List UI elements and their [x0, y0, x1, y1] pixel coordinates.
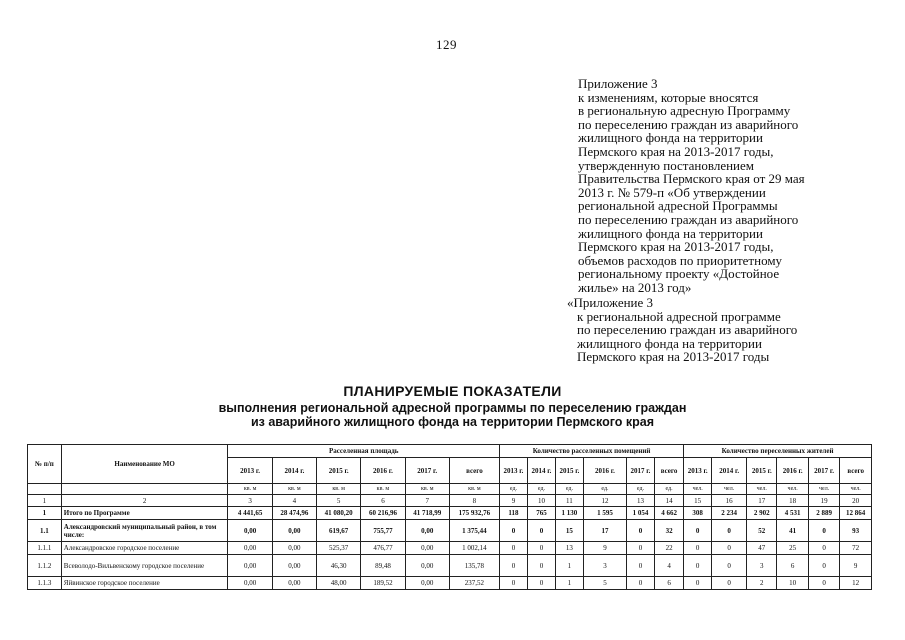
- header-number: № п/п: [28, 445, 62, 484]
- cell-people: 0: [684, 520, 712, 542]
- cell-area: 0,00: [405, 542, 449, 555]
- cell-area: 0,00: [272, 577, 316, 590]
- header-year: всего: [654, 458, 683, 484]
- row-mo-name: Александровское городское поселение: [61, 542, 228, 555]
- row-mo-name: Итого по Программе: [61, 507, 228, 520]
- cell-people: 0: [684, 542, 712, 555]
- column-number: 12: [583, 495, 626, 507]
- column-number: 5: [317, 495, 361, 507]
- cell-area: 46,30: [317, 555, 361, 577]
- cell-people: 0: [808, 542, 839, 555]
- table-row: [28, 520, 872, 542]
- header-group-rooms: Количество расселенных помещений: [499, 445, 683, 458]
- cell-area: 0,00: [405, 555, 449, 577]
- cell-area: 175 932,76: [449, 507, 499, 520]
- cell-people: 0: [808, 520, 839, 542]
- cell-rooms: 0: [627, 520, 655, 542]
- cell-rooms: 0: [499, 577, 527, 590]
- cell-rooms: 1 595: [583, 507, 626, 520]
- cell-people: 6: [777, 555, 808, 577]
- cell-area: 135,78: [449, 555, 499, 577]
- cell-rooms: 4 662: [654, 507, 683, 520]
- cell-area: 41 080,20: [317, 507, 361, 520]
- header-year: 2014 г.: [527, 458, 555, 484]
- appendix-line: жилье» на 2013 год»: [578, 279, 692, 295]
- cell-area: 0,00: [272, 555, 316, 577]
- cell-rooms: 0: [527, 542, 555, 555]
- cell-area: 48,00: [317, 577, 361, 590]
- subtitle-line: из аварийного жилищного фонда на территории Пермского края: [250, 414, 655, 429]
- unit-label: кв. м: [272, 484, 316, 495]
- cell-people: 3: [747, 555, 777, 577]
- header-year: 2016 г.: [583, 458, 626, 484]
- cell-area: 237,52: [449, 577, 499, 590]
- cell-rooms: 13: [555, 542, 583, 555]
- cell-people: 12 864: [840, 507, 872, 520]
- document-title: ПЛАНИРУЕМЫЕ ПОКАЗАТЕЛИ: [343, 383, 562, 399]
- column-number: 20: [840, 495, 872, 507]
- unit-label: ед.: [654, 484, 683, 495]
- row-number: 1.1.3: [28, 577, 62, 590]
- cell-rooms: 0: [527, 520, 555, 542]
- cell-people: 25: [777, 542, 808, 555]
- header-year: 2015 г.: [747, 458, 777, 484]
- unit-label: кв. м: [405, 484, 449, 495]
- unit-label: чел.: [747, 484, 777, 495]
- unit-label: кв. м: [317, 484, 361, 495]
- unit-label: ед.: [627, 484, 655, 495]
- cell-people: 0: [808, 577, 839, 590]
- cell-people: 47: [747, 542, 777, 555]
- cell-area: 41 718,99: [405, 507, 449, 520]
- appendix-line: в региональную адресную Программу: [578, 103, 791, 119]
- row-number: 1.1.1: [28, 542, 62, 555]
- cell-rooms: 4: [654, 555, 683, 577]
- column-number: 3: [228, 495, 272, 507]
- appendix-line: Правительства Пермского края от 29 мая: [578, 171, 805, 187]
- column-number: 14: [654, 495, 683, 507]
- indicators-table: [27, 444, 872, 590]
- header-year: всего: [449, 458, 499, 484]
- cell-rooms: 1: [555, 555, 583, 577]
- cell-area: 619,67: [317, 520, 361, 542]
- cell-rooms: 22: [654, 542, 683, 555]
- cell-people: 41: [777, 520, 808, 542]
- cell-people: 2: [747, 577, 777, 590]
- column-number: 2: [61, 495, 228, 507]
- cell-area: 60 216,96: [361, 507, 405, 520]
- cell-rooms: 0: [627, 577, 655, 590]
- cell-people: 0: [712, 542, 747, 555]
- cell-people: 2 234: [712, 507, 747, 520]
- column-number: 10: [527, 495, 555, 507]
- cell-rooms: 0: [527, 577, 555, 590]
- cell-area: 0,00: [272, 542, 316, 555]
- appendix-line: к изменениям, которые вносятся: [578, 89, 759, 105]
- cell-area: 0,00: [272, 520, 316, 542]
- unit-label: кв. м: [361, 484, 405, 495]
- cell-area: 755,77: [361, 520, 405, 542]
- cell-area: 1 002,14: [449, 542, 499, 555]
- cell-area: 476,77: [361, 542, 405, 555]
- cell-people: 0: [712, 520, 747, 542]
- header-year: 2013 г.: [684, 458, 712, 484]
- appendix-line: жилищного фонда на территории: [578, 130, 763, 146]
- row-number: 1.1: [28, 520, 62, 542]
- header-year: 2017 г.: [808, 458, 839, 484]
- subtitle-line: выполнения региональной адресной программы по переселению граждан: [218, 401, 687, 415]
- cell-people: 93: [840, 520, 872, 542]
- unit-label: чел.: [712, 484, 747, 495]
- cell-rooms: 0: [627, 555, 655, 577]
- table-row: [28, 555, 872, 577]
- cell-rooms: 1: [555, 577, 583, 590]
- row-mo-name: Яйвинское городское поселение: [61, 577, 228, 590]
- cell-rooms: 3: [583, 555, 626, 577]
- cell-area: 0,00: [228, 555, 272, 577]
- appendix-line: Приложение 3: [578, 76, 658, 91]
- column-number: 4: [272, 495, 316, 507]
- appendix-line: Пермского края на 2013-2017 годы: [577, 349, 770, 365]
- header-year: 2014 г.: [272, 458, 316, 484]
- cell-rooms: 0: [527, 555, 555, 577]
- header-year: 2013 г.: [228, 458, 272, 484]
- unit-label: чел.: [777, 484, 808, 495]
- appendix-line: по переселению граждан из аварийного: [578, 116, 799, 132]
- appendix-note-original: [567, 296, 867, 364]
- cell-rooms: 0: [499, 555, 527, 577]
- appendix-line: к региональной адресной программе: [577, 308, 781, 324]
- appendix-line: Пермского края на 2013-2017 годы,: [578, 239, 774, 255]
- cell-people: 52: [747, 520, 777, 542]
- unit-label: ед.: [527, 484, 555, 495]
- header-mo-name: Наименование МО: [61, 445, 228, 484]
- column-number: 18: [777, 495, 808, 507]
- cell-rooms: 118: [499, 507, 527, 520]
- unit-label: ед.: [555, 484, 583, 495]
- unit-label: чел.: [808, 484, 839, 495]
- cell-people: 0: [684, 577, 712, 590]
- appendix-line: жилищного фонда на территории: [578, 225, 763, 241]
- header-year: 2014 г.: [712, 458, 747, 484]
- appendix-line: по переселению граждан из аварийного: [577, 322, 798, 338]
- cell-area: 1 375,44: [449, 520, 499, 542]
- cell-rooms: 15: [555, 520, 583, 542]
- page-number: 129: [436, 37, 457, 52]
- header-year: 2016 г.: [777, 458, 808, 484]
- header-year: всего: [840, 458, 872, 484]
- cell-rooms: 1 130: [555, 507, 583, 520]
- cell-people: 9: [840, 555, 872, 577]
- header-year: 2017 г.: [405, 458, 449, 484]
- appendix-line: Пермского края на 2013-2017 годы,: [578, 143, 774, 159]
- column-number: 1: [28, 495, 62, 507]
- cell-rooms: 17: [583, 520, 626, 542]
- header-year: 2016 г.: [361, 458, 405, 484]
- appendix-line: региональному проекту «Достойное: [578, 266, 780, 282]
- cell-rooms: 0: [627, 542, 655, 555]
- document-subtitle: [170, 402, 735, 429]
- cell-rooms: 0: [499, 520, 527, 542]
- appendix-line: по переселению граждан из аварийного: [578, 211, 799, 227]
- appendix-line: «Приложение 3: [567, 295, 654, 310]
- cell-area: 525,37: [317, 542, 361, 555]
- cell-area: 4 441,65: [228, 507, 272, 520]
- cell-rooms: 765: [527, 507, 555, 520]
- cell-people: 10: [777, 577, 808, 590]
- column-number: 9: [499, 495, 527, 507]
- cell-people: 12: [840, 577, 872, 590]
- cell-people: 0: [684, 555, 712, 577]
- table-row: [28, 577, 872, 590]
- cell-rooms: 32: [654, 520, 683, 542]
- cell-rooms: 6: [654, 577, 683, 590]
- appendix-line: объемов расходов по приоритетному: [578, 252, 783, 268]
- table-row: [28, 507, 872, 520]
- row-mo-name: Александровский муниципальный район, в том числе:: [61, 520, 228, 542]
- row-number: 1.1.2: [28, 555, 62, 577]
- column-number: 7: [405, 495, 449, 507]
- cell-people: 2 902: [747, 507, 777, 520]
- table-row: [28, 542, 872, 555]
- cell-people: 72: [840, 542, 872, 555]
- header-year: 2017 г.: [627, 458, 655, 484]
- header-group-people: Количество переселенных жителей: [684, 445, 872, 458]
- appendix-line: жилищного фонда на территории: [577, 335, 762, 351]
- cell-area: 0,00: [228, 577, 272, 590]
- cell-people: 0: [712, 555, 747, 577]
- row-mo-name: Всеволодо-Вильвенскому городское поселение: [61, 555, 228, 577]
- appendix-line: 2013 г. № 579-п «Об утверждении: [578, 184, 766, 200]
- cell-area: 0,00: [228, 542, 272, 555]
- cell-rooms: 9: [583, 542, 626, 555]
- header-group-area: Расселенная площадь: [228, 445, 500, 458]
- column-number: 16: [712, 495, 747, 507]
- unit-label: ед.: [499, 484, 527, 495]
- cell-rooms: 0: [499, 542, 527, 555]
- appendix-line: региональной адресной Программы: [578, 198, 778, 214]
- unit-label: кв. м: [449, 484, 499, 495]
- cell-area: 189,52: [361, 577, 405, 590]
- header-year: 2013 г.: [499, 458, 527, 484]
- cell-area: 89,48: [361, 555, 405, 577]
- column-number: 13: [627, 495, 655, 507]
- column-number: 19: [808, 495, 839, 507]
- unit-label: кв. м: [228, 484, 272, 495]
- unit-empty: [28, 484, 62, 495]
- cell-rooms: 5: [583, 577, 626, 590]
- column-number: 8: [449, 495, 499, 507]
- cell-area: 0,00: [405, 577, 449, 590]
- unit-label: ед.: [583, 484, 626, 495]
- column-number: 11: [555, 495, 583, 507]
- appendix-line: утвержденную постановлением: [578, 157, 755, 173]
- cell-area: 28 474,96: [272, 507, 316, 520]
- unit-label: чел.: [840, 484, 872, 495]
- cell-area: 0,00: [405, 520, 449, 542]
- column-number: 6: [361, 495, 405, 507]
- header-year: 2015 г.: [555, 458, 583, 484]
- row-number: 1: [28, 507, 62, 520]
- column-number: 17: [747, 495, 777, 507]
- cell-people: 4 531: [777, 507, 808, 520]
- cell-rooms: 1 054: [627, 507, 655, 520]
- unit-label: чел.: [684, 484, 712, 495]
- column-number: 15: [684, 495, 712, 507]
- header-year: 2015 г.: [317, 458, 361, 484]
- cell-people: 308: [684, 507, 712, 520]
- cell-people: 2 889: [808, 507, 839, 520]
- cell-people: 0: [712, 577, 747, 590]
- appendix-note: [578, 77, 878, 295]
- cell-area: 0,00: [228, 520, 272, 542]
- cell-people: 0: [808, 555, 839, 577]
- unit-empty: [61, 484, 228, 495]
